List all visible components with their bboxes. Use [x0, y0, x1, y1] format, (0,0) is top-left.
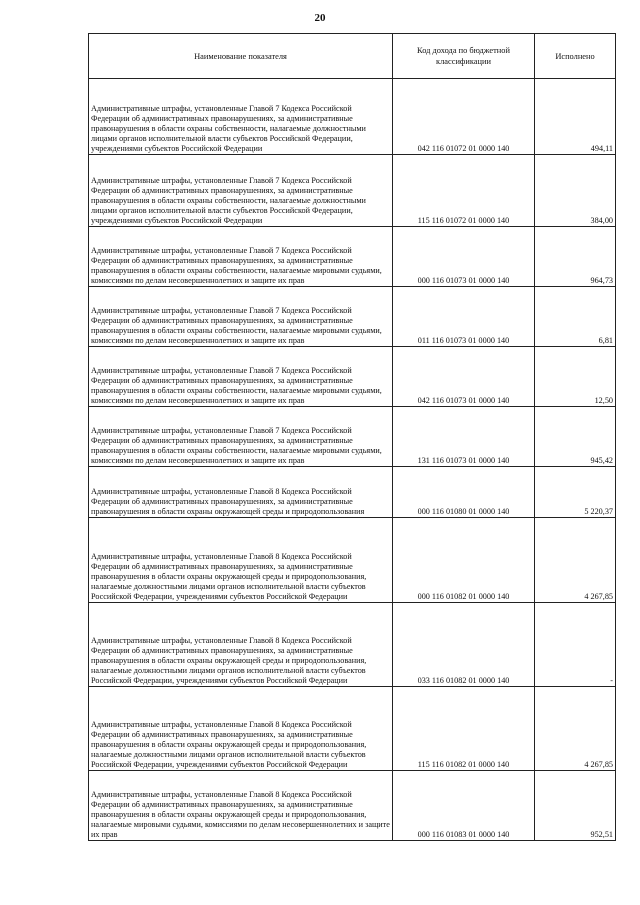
table-row — [89, 467, 616, 518]
budget-code: 011 116 01073 01 0000 140 — [393, 287, 535, 347]
executed-amount: 945,42 — [535, 407, 616, 467]
executed-amount: 964,73 — [535, 227, 616, 287]
indicator-name: Административные штрафы, установленные Главой 8 Кодекса Российской Федерации об административных правонарушениях, за административные правонарушения в области охраны окружающей среды и природопользования, налагаемые мировыми судьями, комиссиями по делам несовершеннолетних и защите их прав — [89, 771, 393, 841]
table-row — [89, 407, 616, 467]
budget-code: 042 116 01072 01 0000 140 — [393, 79, 535, 155]
indicator-name: Административные штрафы, установленные Главой 8 Кодекса Российской Федерации об административных правонарушениях, за административные правонарушения в области охраны окружающей среды и природопользования, налагаемые должностными лицами органов исполнительной власти субъектов Российской Федерации, учреждениями субъектов Российской Федерации — [89, 687, 393, 771]
executed-amount: 5 220,37 — [535, 467, 616, 518]
header-executed: Исполнено — [535, 34, 616, 79]
indicator-name: Административные штрафы, установленные Главой 7 Кодекса Российской Федерации об административных правонарушениях, за административные правонарушения в области охраны собственности, налагаемые мировыми судьями, комиссиями по делам несовершеннолетних и защите их прав — [89, 227, 393, 287]
budget-code: 033 116 01082 01 0000 140 — [393, 603, 535, 687]
executed-amount: 4 267,85 — [535, 687, 616, 771]
page-number: 20 — [314, 12, 326, 24]
budget-code: 000 116 01082 01 0000 140 — [393, 518, 535, 603]
header-code: Код дохода по бюджетной классификации — [393, 34, 535, 79]
executed-amount: 12,50 — [535, 347, 616, 407]
indicator-name: Административные штрафы, установленные Главой 8 Кодекса Российской Федерации об административных правонарушениях, за административные правонарушения в области охраны окружающей среды и природопользования, налагаемые должностными лицами органов исполнительной власти субъектов Российской Федерации, учреждениями субъектов Российской Федерации — [89, 518, 393, 603]
indicator-name: Административные штрафы, установленные Главой 7 Кодекса Российской Федерации об административных правонарушениях, за административные правонарушения в области охраны собственности, налагаемые мировыми судьями, комиссиями по делам несовершеннолетних и защите их прав — [89, 407, 393, 467]
indicator-name: Административные штрафы, установленные Главой 7 Кодекса Российской Федерации об административных правонарушениях, за административные правонарушения в области охраны собственности, налагаемые должностными лицами органов исполнительной власти субъектов Российской Федерации, учреждениями субъектов Российской Федерации — [89, 79, 393, 155]
table-row — [89, 687, 616, 771]
budget-code: 000 116 01073 01 0000 140 — [393, 227, 535, 287]
indicator-name: Административные штрафы, установленные Главой 7 Кодекса Российской Федерации об административных правонарушениях, за административные правонарушения в области охраны собственности, налагаемые должностными лицами органов исполнительной власти субъектов Российской Федерации, учреждениями субъектов Российской Федерации — [89, 155, 393, 227]
table-row — [89, 227, 616, 287]
indicator-name: Административные штрафы, установленные Главой 8 Кодекса Российской Федерации об административных правонарушениях, за административные правонарушения в области охраны окружающей среды и природопользования, налагаемые должностными лицами органов исполнительной власти субъектов Российской Федерации, учреждениями субъектов Российской Федерации — [89, 603, 393, 687]
executed-amount: 952,51 — [535, 771, 616, 841]
table-row — [89, 79, 616, 155]
executed-amount: 384,00 — [535, 155, 616, 227]
table-row — [89, 347, 616, 407]
budget-code: 042 116 01073 01 0000 140 — [393, 347, 535, 407]
table-header-row — [89, 34, 616, 79]
budget-code: 000 116 01080 01 0000 140 — [393, 467, 535, 518]
table-row — [89, 603, 616, 687]
budget-code: 115 116 01072 01 0000 140 — [393, 155, 535, 227]
executed-amount: 4 267,85 — [535, 518, 616, 603]
budget-code: 115 116 01082 01 0000 140 — [393, 687, 535, 771]
indicator-name: Административные штрафы, установленные Главой 7 Кодекса Российской Федерации об административных правонарушениях, за административные правонарушения в области охраны собственности, налагаемые мировыми судьями, комиссиями по делам несовершеннолетних и защите их прав — [89, 287, 393, 347]
budget-code: 131 116 01073 01 0000 140 — [393, 407, 535, 467]
executed-amount: - — [535, 603, 616, 687]
executed-amount: 494,11 — [535, 79, 616, 155]
indicator-name: Административные штрафы, установленные Главой 7 Кодекса Российской Федерации об административных правонарушениях, за административные правонарушения в области охраны собственности, налагаемые мировыми судьями, комиссиями по делам несовершеннолетних и защите их прав — [89, 347, 393, 407]
executed-amount: 6,81 — [535, 287, 616, 347]
table-row — [89, 287, 616, 347]
revenue-table — [88, 33, 616, 841]
table-row — [89, 771, 616, 841]
budget-code: 000 116 01083 01 0000 140 — [393, 771, 535, 841]
table-row — [89, 518, 616, 603]
indicator-name: Административные штрафы, установленные Главой 8 Кодекса Российской Федерации об административных правонарушениях, за административные правонарушения в области охраны окружающей среды и природопользования — [89, 467, 393, 518]
header-name: Наименование показателя — [89, 34, 393, 79]
table-row — [89, 155, 616, 227]
